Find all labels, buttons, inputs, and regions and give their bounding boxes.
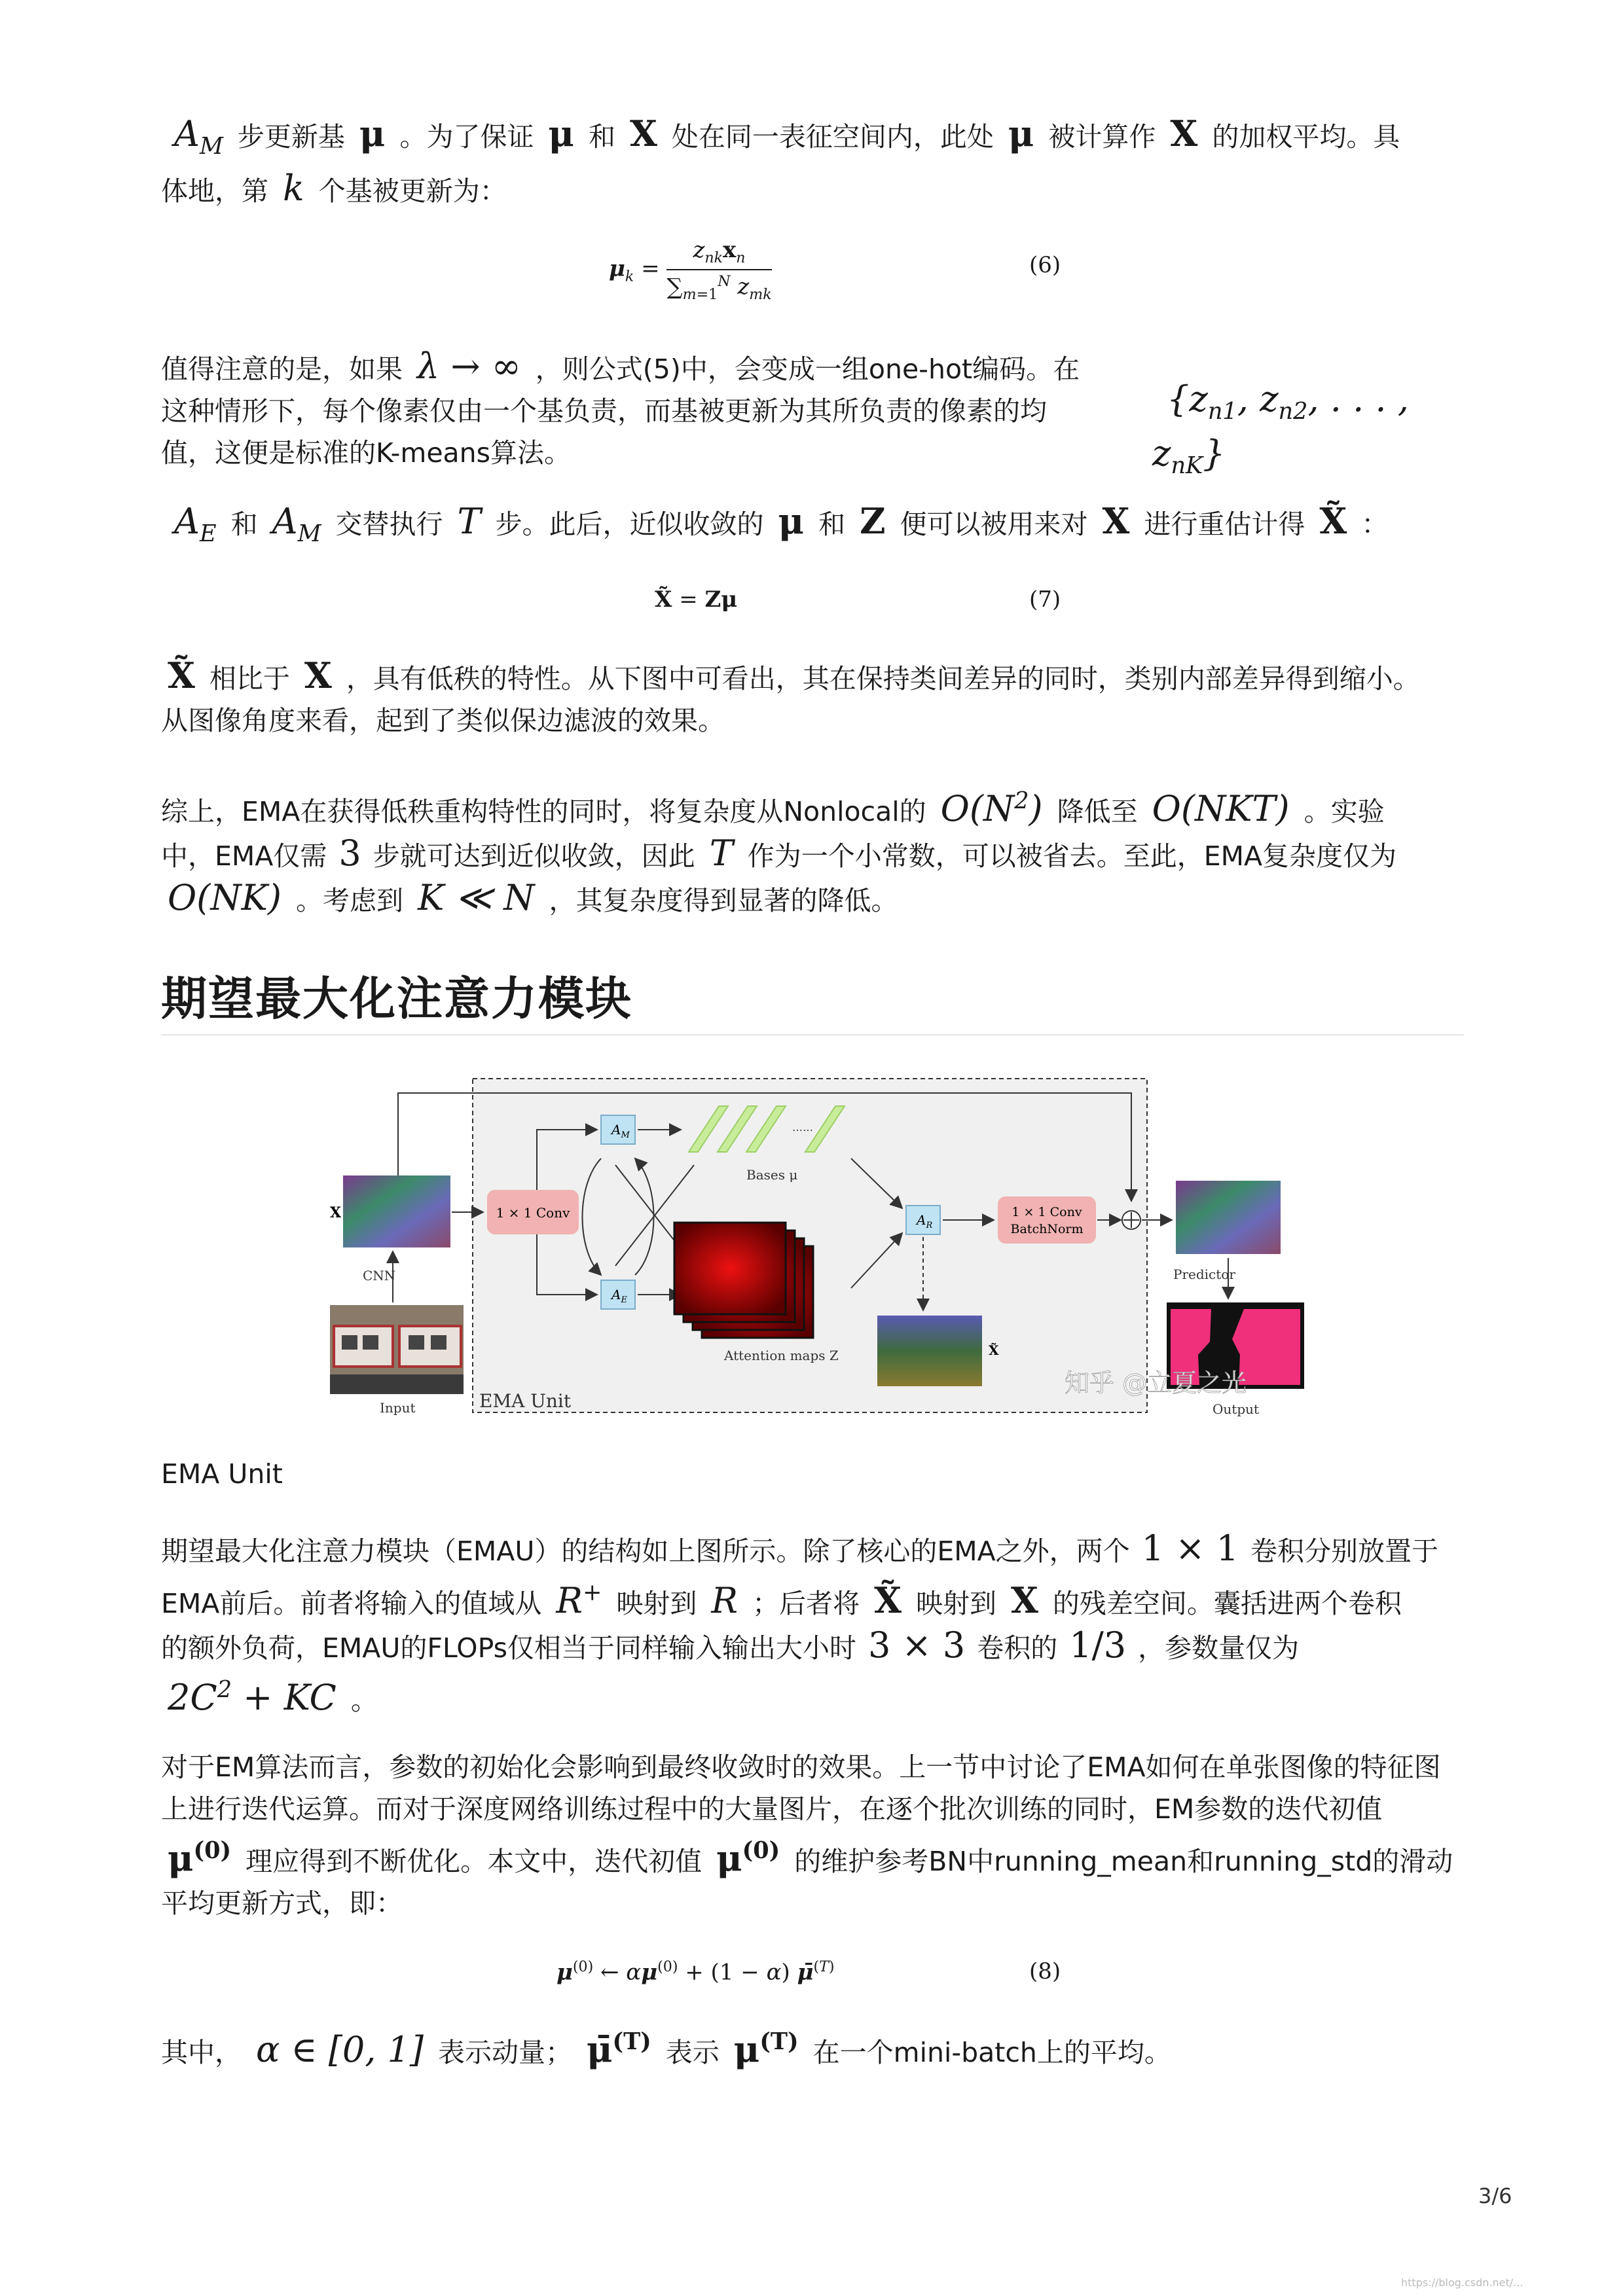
heading-divider [161, 1034, 1464, 1035]
equation-6-number: (6) [1029, 252, 1061, 278]
am-label: A [611, 1122, 621, 1138]
equation-6: $\mu_k$ = $\frac{z_{nk}x_n}{\sum_{m=1}^N z_{mk}}$ [609, 237, 772, 303]
equation-8-number: (8) [1029, 1958, 1061, 1984]
predictor-label: Predictor [1173, 1266, 1235, 1282]
ae-sub: E [621, 1295, 627, 1305]
reconstructed-x-tilde [877, 1316, 982, 1386]
paragraph-initialization: 对于EM算法而言，参数的初始化会影响到最终收敛时的效果。上一节中讨论了EMA如何在单张图像的特征图 上进行迭代运算。而对于深度网络训练过程中的大量图片，在逐个批次训练的同时，EM参数的迭代初值 $\mu^{(0)}$ 理应得到不断优化。本文中，迭代初值 $\mu^{(0)}$ 的维护参考BN中running_mean和running_std的滑动 平均更新方式，即： [161, 1751, 1453, 1919]
equation-7: X̃ = Zμ [655, 586, 738, 613]
paragraph-low-rank: X̃ 相比于 X ，具有低秩的特性。从下图中可看出，其在保持类间差异的同时，类别内部差异得到缩小。 从图像角度来看，起到了类似保边滤波的效果。 [161, 655, 1420, 736]
page-number: 3/6 [1478, 2183, 1512, 2208]
output-feature-map [1176, 1181, 1281, 1254]
bases-dots: …… [792, 1121, 813, 1134]
ar-label: A [917, 1212, 926, 1228]
equation-8: $\mu^{(0)}$ ← $\alpha\mu^{(0)} + (1 - \alpha)$ μ̄$^{(T)}$ [556, 1958, 835, 1986]
set-z-expression: {$z_{n1}$, $z_{n2}$, . . . , $z_{nK}$} [1152, 378, 1409, 479]
paragraph-complexity: 综上，EMA在获得低秩重构特性的同时，将复杂度从Nonlocal的 $O(N^2)$ 降低至 O(NKT) 。实验 中，EMA仅需 3 步就可达到近似收敛，因此 T 作为一个小常数，可以被省去。至此，EMA复杂度仅为 O(NK) 。考虑到 K ≪ N ，其复杂度得到显著的降低。 [161, 787, 1397, 918]
am-sub: M [621, 1130, 630, 1140]
ema-unit-figure [327, 1067, 1309, 1420]
paragraph-momentum: 其中， α ∈ [0, 1] 表示动量； μ̄$^{(T)}$ 表示 $\mu^{(T)}$ 在一个mini-batch上的平均。 [161, 2028, 1171, 2070]
attention-maps-label: Attention maps Z [724, 1348, 839, 1363]
feature-map-x [343, 1175, 450, 1247]
conv2-label: 1 × 1 Conv [1012, 1205, 1082, 1219]
x-tilde-label: X̃ [989, 1342, 999, 1358]
input-label: Input [380, 1400, 416, 1416]
ae-label: A [611, 1287, 621, 1302]
output-label: Output [1213, 1401, 1260, 1417]
paragraph-alternation: $A_E$ 和 $A_M$ 交替执行 T 步。此后，近似收敛的 μ 和 Z 便可以被用来对 X 进行重估计得 X̃ ： [174, 500, 1389, 547]
paragraph-emau: 期望最大化注意力模块（EMAU）的结构如上图所示。除了核心的EMA之外，两个 1 × 1 卷积分别放置于 EMA前后。前者将输入的值域从 R+ 映射到 R ；后者将 X̃ 映射到 X 的残差空间。囊括进两个卷积 的额外负荷，EMAU的FLOPs仅相当于同样输入输出大小时 3 × 3 卷积的 1/3 ，参数量仅为 $2C^2$ + KC 。 [161, 1528, 1438, 1718]
x-label: X [330, 1204, 342, 1221]
conv-1x1-label: 1 × 1 Conv [496, 1205, 570, 1221]
paragraph-kmeans: 值得注意的是，如果 λ → ∞ ，则公式(5)中，会变成一组one-hot编码。在 这种情形下，每个像素仅由一个基负责，而基被更新为其所负责的像素的均 值，这便是标准的K-means算法。 [161, 346, 1080, 469]
equation-7-number: (7) [1029, 586, 1061, 613]
ar-sub: R [926, 1221, 933, 1230]
figure-caption: EMA Unit [161, 1458, 283, 1490]
section-heading: 期望最大化注意力模块 [161, 972, 632, 1026]
corner-watermark: https://blog.csdn.net/... [1401, 2276, 1523, 2289]
bases-label: Bases μ [746, 1167, 798, 1183]
ema-unit-label: EMA Unit [479, 1390, 572, 1412]
batchnorm-label: BatchNorm [1010, 1222, 1084, 1236]
conv-batchnorm-block [998, 1196, 1096, 1244]
zhihu-watermark: 知乎 @立夏之光 [1065, 1369, 1247, 1397]
attention-maps-z [674, 1223, 813, 1338]
cnn-label: CNN [363, 1268, 396, 1283]
paragraph-ema-m-step: $A_M$ 步更新基 μ 。为了保证 μ 和 X 处在同一表征空间内，此处 μ 被计算作 X 的加权平均。具 体地，第 k 个基被更新为： [161, 113, 1400, 209]
